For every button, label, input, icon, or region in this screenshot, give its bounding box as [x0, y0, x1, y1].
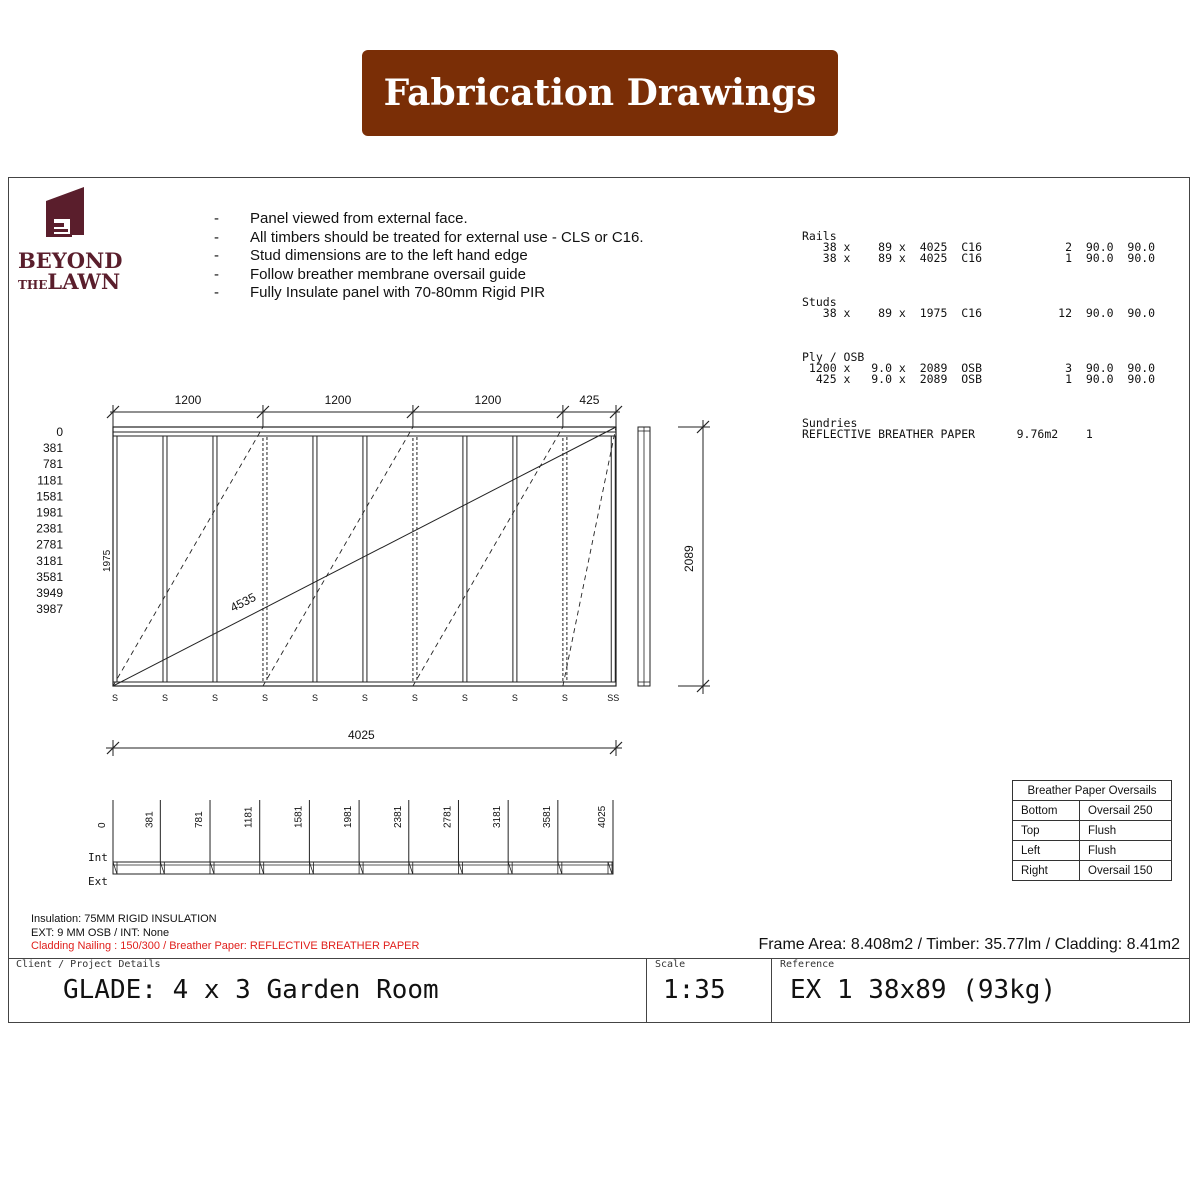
oversail-table: [1012, 780, 1172, 881]
stud-coordinate: 781: [42, 457, 63, 472]
plan-stud-cross: [113, 862, 117, 874]
oversail-value: Flush: [1080, 821, 1172, 841]
stud-coordinate: 3581: [36, 569, 63, 584]
client-label: Client / Project Details: [16, 959, 161, 970]
total-width-dimension: 4025: [348, 728, 375, 742]
plan-dimension: 781: [194, 811, 206, 828]
note-item: - Follow breather membrane oversail guide: [214, 266, 644, 285]
plan-dimension: 4025: [597, 805, 608, 828]
stud: [263, 436, 267, 682]
panel-height-dimension: 2089: [682, 545, 696, 572]
scale-value: 1:35: [663, 975, 726, 1005]
sundries-title: Sundries: [802, 416, 858, 430]
cladding-note: Cladding Nailing : 150/300 / Breather Paper: REFLECTIVE BREATHER PAPER: [31, 940, 420, 952]
plan-stud-cross: [508, 862, 512, 874]
stud: [563, 436, 567, 682]
top-dimension: 1200: [474, 393, 502, 407]
plan-dimension: 2781: [442, 805, 454, 828]
stud-coordinate: 2381: [36, 521, 63, 536]
stud-mark: S: [161, 693, 168, 703]
stud-mark: S: [511, 693, 518, 703]
note-item: - Panel viewed from external face.: [214, 210, 644, 229]
plan-dimension: 3581: [541, 805, 553, 828]
stud-mark: S: [461, 693, 468, 703]
stud-coordinate: 381: [42, 441, 63, 456]
stud: [313, 436, 317, 682]
table-row: [1013, 861, 1172, 881]
stud-coordinate: 2781: [36, 537, 63, 552]
reference-cell: [771, 959, 1190, 1023]
stud-mark: S: [311, 693, 318, 703]
scale-label: Scale: [655, 959, 686, 970]
plan-dimension: 1181: [243, 806, 255, 828]
top-dimension: 425: [579, 393, 600, 407]
top-dimension: 1200: [174, 393, 202, 407]
cutlist-row: REFLECTIVE BREATHER PAPER 9.76m2 1: [802, 427, 1093, 441]
ext-label: Ext: [88, 875, 108, 888]
oversail-value: Oversail 250: [1080, 801, 1172, 821]
scale-cell: [646, 959, 772, 1023]
title-block: [8, 958, 1190, 1023]
oversail-title: Breather Paper Oversails: [1013, 781, 1172, 801]
plan-dimension: 1981: [343, 805, 355, 828]
stud-coordinate: 1181: [37, 473, 63, 488]
plan-stud-cross: [458, 862, 462, 874]
note-item: - Fully Insulate panel with 70-80mm Rigid PIR: [214, 284, 644, 303]
stud-mark: S: [261, 693, 268, 703]
stud-coordinate: 1581: [36, 489, 63, 504]
stud: [513, 436, 517, 682]
plan-stud-cross: [160, 862, 164, 874]
cutlist-row: 425 x 9.0 x 2089 OSB 1 90.0 90.0: [802, 372, 1156, 386]
note-item: - Stud dimensions are to the left hand edge: [214, 247, 644, 266]
stud-mark: S: [561, 693, 568, 703]
logo-line-1: BEYOND: [18, 248, 123, 273]
cutlist-row: 38 x 89 x 4025 C16 2 90.0 90.0: [802, 240, 1156, 254]
oversail-side: Right: [1013, 861, 1080, 881]
osb-sheet-diagonal: [563, 427, 616, 686]
table-row: [1013, 841, 1172, 861]
osb-sheet-diagonal: [263, 427, 413, 686]
stud-mark: S: [111, 693, 119, 703]
stud-mark: S: [411, 693, 418, 703]
plan-stud-cross: [608, 862, 612, 874]
logo-line-2: LAWN: [47, 269, 121, 294]
stud-mark: S: [211, 693, 218, 703]
oversail-side: Left: [1013, 841, 1080, 861]
top-dimension: 1200: [324, 393, 352, 407]
stud-mark: S: [361, 693, 368, 703]
stud-coordinate: 3181: [36, 553, 63, 568]
reference-label: Reference: [780, 959, 835, 970]
oversail-value: Flush: [1080, 841, 1172, 861]
oversail-side: Bottom: [1013, 801, 1080, 821]
note-item: - All timbers should be treated for external use - CLS or C16.: [214, 229, 644, 248]
plan-stud-cross: [210, 862, 214, 874]
banner-title: Fabrication Drawings: [383, 72, 817, 114]
plan-dimension: 381: [144, 811, 156, 828]
ply-title: Ply / OSB: [802, 350, 865, 364]
client-value: GLADE: 4 x 3 Garden Room: [63, 975, 439, 1005]
logo-line-2-small: THE: [18, 278, 48, 292]
plan-stud-cross: [260, 862, 264, 874]
stud-coordinate: 3949: [36, 586, 63, 600]
diagonal-dimension: 4535: [228, 590, 259, 615]
stud-height-dimension: 1975: [102, 549, 113, 572]
int-label: Int: [88, 851, 108, 864]
table-row: [1013, 801, 1172, 821]
studs-title: Studs: [802, 295, 837, 309]
cutlist-row: 1200 x 9.0 x 2089 OSB 3 90.0 90.0: [802, 361, 1156, 375]
stud-coordinate: 1981: [36, 505, 63, 520]
insulation-note: Insulation: 75MM RIGID INSULATION: [31, 913, 217, 925]
plan-stud-cross: [359, 862, 363, 874]
stud: [363, 436, 367, 682]
stud: [611, 436, 615, 682]
plan-dimension: 3181: [492, 805, 504, 828]
stud-coordinate: 3987: [36, 602, 63, 617]
plan-stud-cross: [309, 862, 313, 874]
ext-int-note: EXT: 9 MM OSB / INT: None: [31, 927, 170, 939]
reference-value: EX 1 38x89 (93kg): [790, 975, 1057, 1005]
stud: [463, 436, 467, 682]
plan-dimension: 0: [97, 822, 108, 828]
stud: [163, 436, 167, 682]
plan-stud-cross: [558, 862, 562, 874]
plan-dimension: 1581: [293, 805, 305, 828]
rails-title: Rails: [802, 229, 837, 243]
oversail-side: Top: [1013, 821, 1080, 841]
plan-dimension: 2381: [392, 805, 404, 828]
stud-coordinate: 0: [56, 425, 63, 439]
plan-stud-cross: [409, 862, 413, 874]
table-row: [1013, 821, 1172, 841]
cutlist-row: 38 x 89 x 1975 C16 12 90.0 90.0: [802, 306, 1156, 320]
cutlist-row: 38 x 89 x 4025 C16 1 90.0 90.0: [802, 251, 1156, 265]
stud: [213, 436, 217, 682]
stud-mark: SS: [607, 693, 620, 703]
client-cell: [8, 959, 646, 1023]
oversail-value: Oversail 150: [1080, 861, 1172, 881]
stud: [413, 436, 417, 682]
frame-totals: Frame Area: 8.408m2 / Timber: 35.77lm / Cladding: 8.41m2: [758, 936, 1180, 953]
